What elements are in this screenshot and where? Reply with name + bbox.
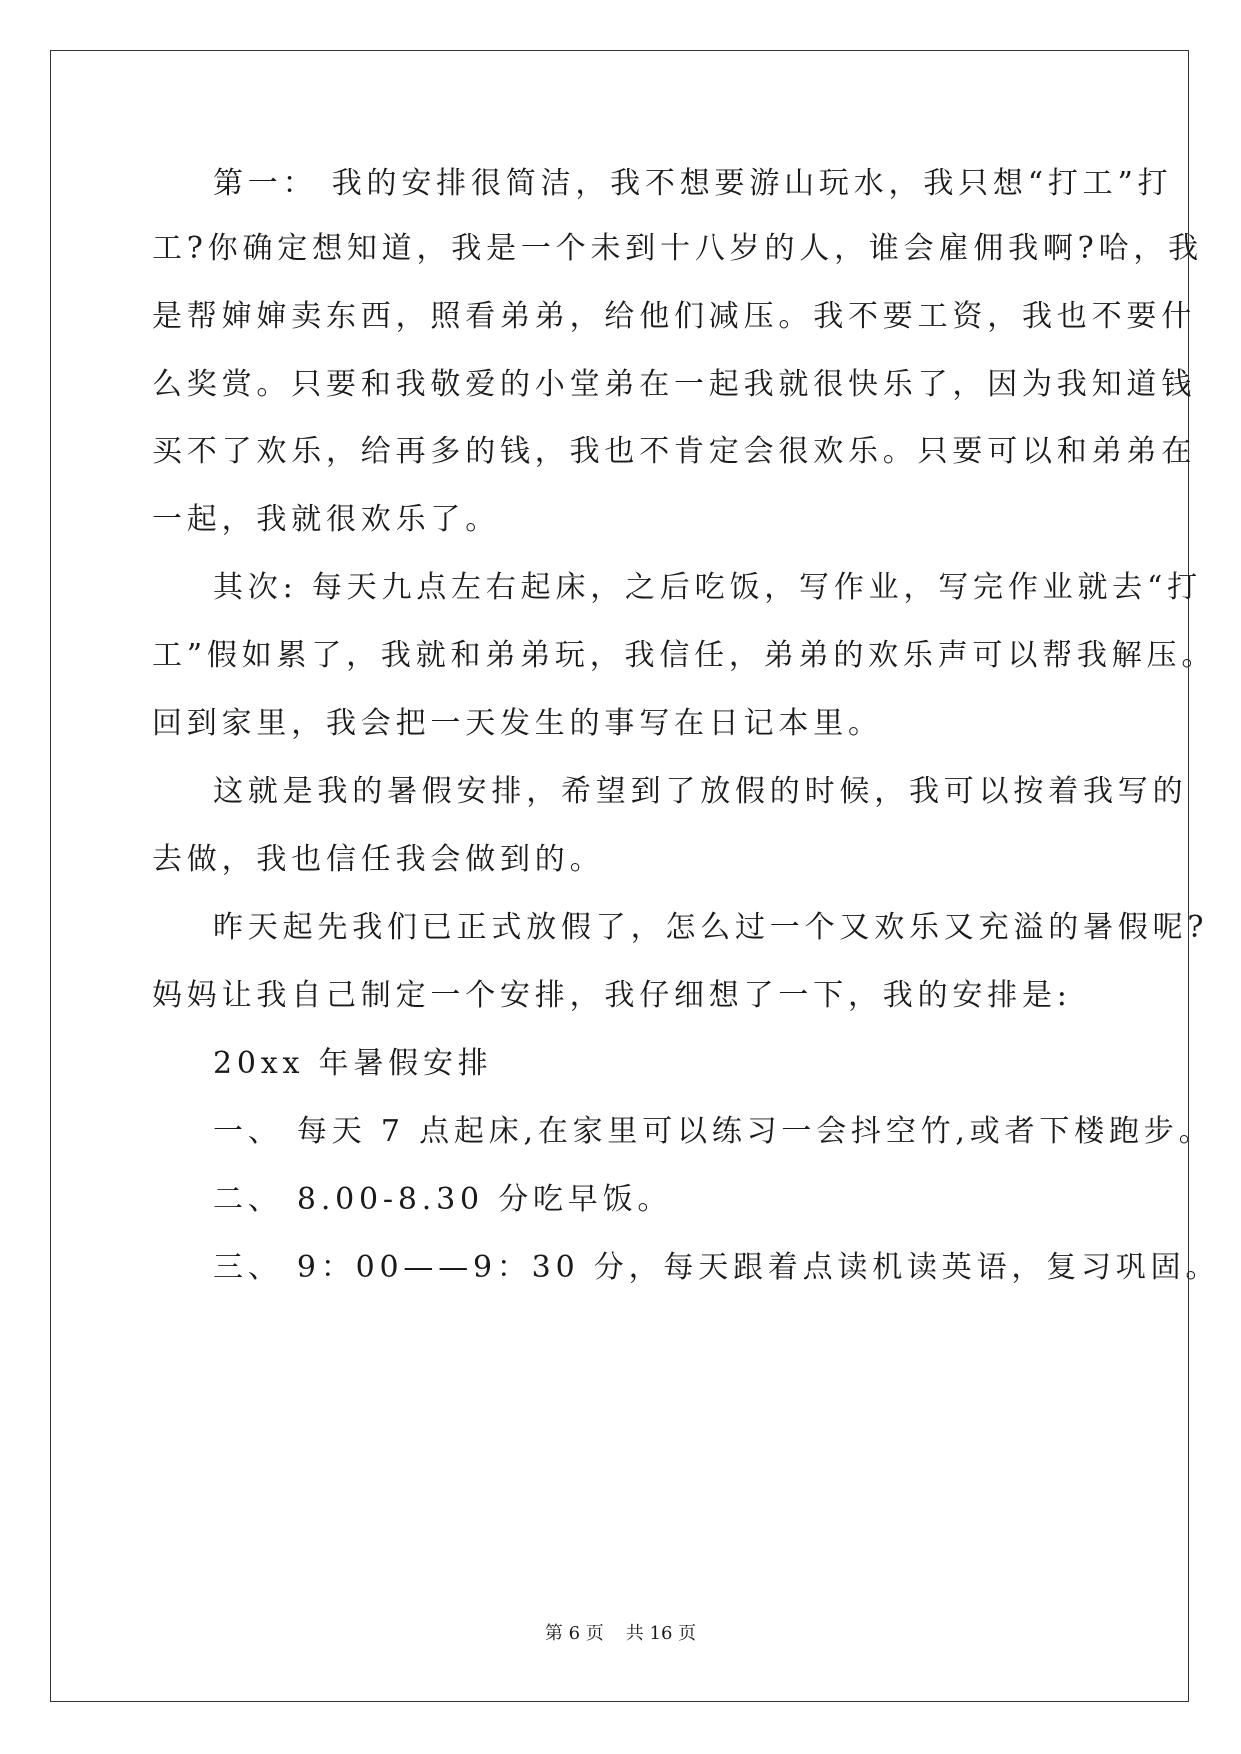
paragraph-line: 昨天起先我们已正式放假了，怎么过一个又欢乐又充溢的暑假呢? — [213, 910, 1209, 945]
page-total: 共 16 页 — [625, 1623, 697, 1644]
section-heading: 20xx 年暑假安排 — [213, 1046, 493, 1081]
paragraph-line: 去做，我也信任我会做到的。 — [152, 842, 605, 877]
paragraph-line: 买不了欢乐，给再多的钱，我也不肯定会很欢乐。只要可以和弟弟在 — [152, 434, 1196, 469]
paragraph-line: 其次: 每天九点左右起床，之后吃饭，写作业，写完作业就去“打 — [213, 570, 1202, 605]
paragraph-line: 这就是我的暑假安排，希望到了放假的时候，我可以按着我写的 — [213, 774, 1188, 809]
page-number: 第 6 页 — [544, 1623, 604, 1644]
list-item: 二、 8.00-8.30 分吃早饭。 — [213, 1182, 673, 1217]
list-item: 一、 每天 7 点起床,在家里可以练习一会抖空竹,或者下楼跑步。 — [213, 1114, 1214, 1149]
page-footer — [0, 1622, 1241, 1646]
paragraph-line: 第一： 我的安排很简洁，我不想要游山玩水，我只想“打工”打 — [213, 166, 1173, 201]
paragraph-line: 么奖赏。只要和我敬爱的小堂弟在一起我就很快乐了，因为我知道钱 — [152, 367, 1196, 402]
list-item: 三、 9：00——9：30 分，每天跟着点读机读英语，复习巩固。 — [213, 1250, 1221, 1285]
paragraph-line: 一起，我就很欢乐了。 — [152, 502, 500, 537]
paragraph-line: 工”假如累了，我就和弟弟玩，我信任，弟弟的欢乐声可以帮我解压。 — [152, 638, 1217, 673]
paragraph-line: 回到家里，我会把一天发生的事写在日记本里。 — [152, 706, 883, 741]
paragraph-line: 工?你确定想知道，我是一个未到十八岁的人，谁会雇佣我啊?哈，我 — [152, 231, 1203, 266]
paragraph-line: 妈妈让我自己制定一个安排，我仔细想了一下，我的安排是: — [152, 978, 1072, 1013]
paragraph-line: 是帮婶婶卖东西，照看弟弟，给他们减压。我不要工资，我也不要什 — [152, 299, 1196, 334]
